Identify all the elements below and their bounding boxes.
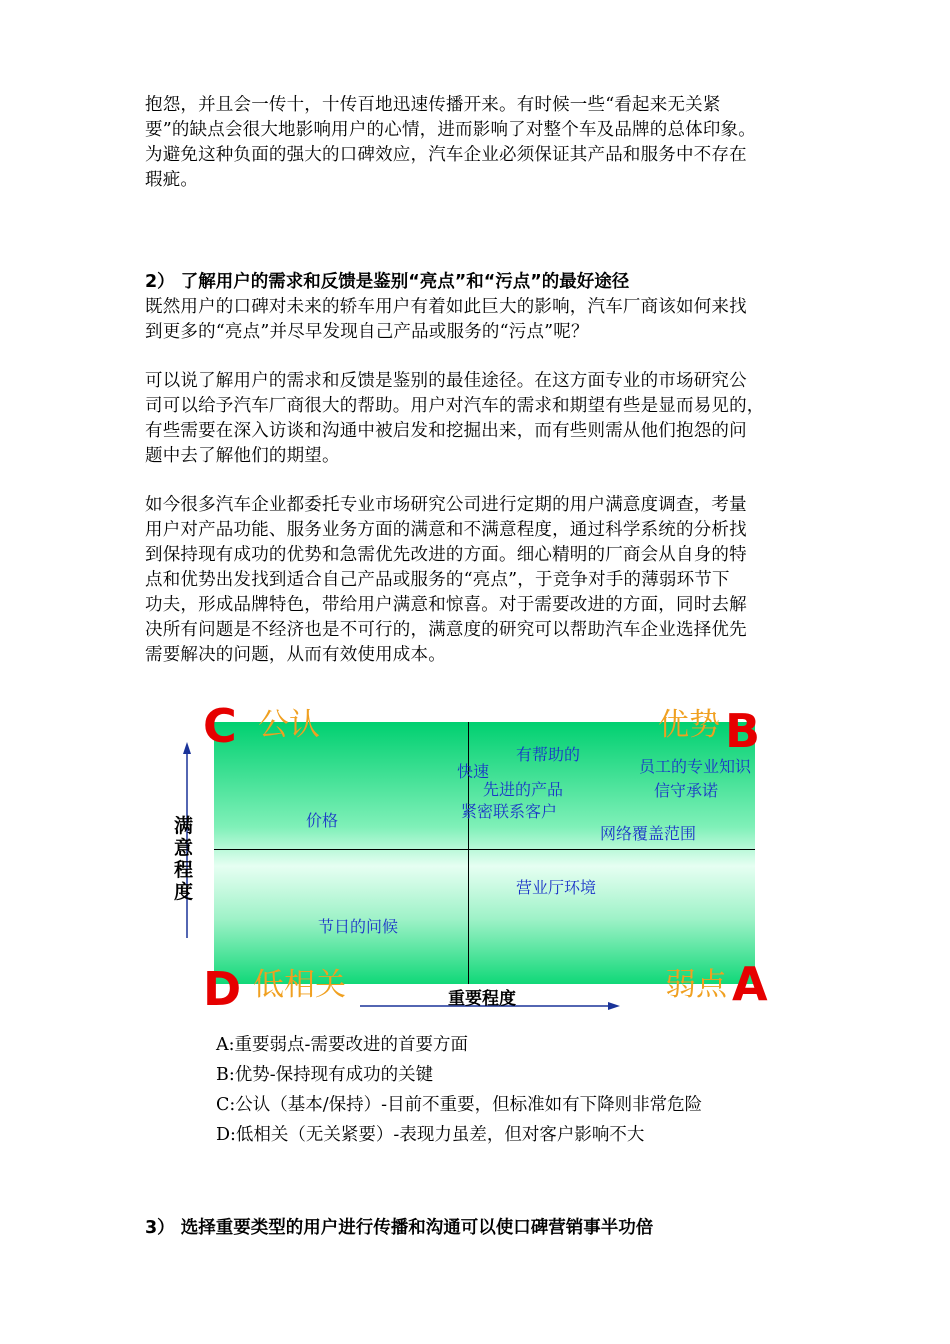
intro-paragraph — [145, 93, 825, 193]
legend-item-b: B:优势-保持现有成功的关键 — [216, 1065, 434, 1085]
corner-letter-b: B — [725, 704, 761, 758]
text-line: 点和优势出发找到适合自己产品或服务的“亮点”，于竞争对手的薄弱环节下 — [145, 570, 730, 590]
y-axis-char: 度 — [174, 881, 194, 903]
text-line: 功夫，形成品牌特色，带给用户满意和惊喜。对于需要改进的方面，同时去解 — [145, 595, 747, 615]
section2-paragraph-1 — [145, 295, 825, 345]
text-line: 可以说了解用户的需求和反馈是鉴别的最佳途径。在这方面专业的市场研究公 — [145, 371, 747, 391]
corner-letter-d: D — [203, 962, 242, 1016]
section2-paragraph-3 — [145, 493, 825, 668]
corner-name-d: 低相关 — [253, 967, 346, 1003]
legend-item-a: A:重要弱点-需要改进的首要方面 — [216, 1035, 468, 1055]
text-line: 用户对产品功能、服务业务方面的满意和不满意程度，通过科学系统的分析找 — [145, 520, 747, 540]
x-axis-label: 重要程度 — [448, 989, 516, 1009]
item-helpful: 有帮助的 — [516, 745, 581, 764]
section2-paragraph-2 — [145, 369, 825, 469]
text-line: 需要解决的问题，从而有效使用成本。 — [145, 645, 446, 665]
text-line: 为避免这种负面的强大的口碑效应，汽车企业必须保证其产品和服务中不存在 — [145, 145, 747, 165]
text-line: 有些需要在深入访谈和沟通中被启发和挖掘出来，而有些则需从他们抱怨的问 — [145, 421, 747, 441]
y-axis-label — [174, 815, 196, 903]
y-axis-char: 程 — [174, 859, 194, 881]
item-hall-env: 营业厅环境 — [516, 878, 597, 897]
section3-heading: 3） 选择重要类型的用户进行传播和沟通可以使口碑营销事半功倍 — [145, 1218, 654, 1238]
legend-item-d: D:低相关（无关紧要）-表现力虽差，但对客户影响不大 — [216, 1125, 645, 1145]
item-close-contact: 紧密联系客户 — [461, 802, 558, 821]
corner-name-a: 弱点 — [665, 967, 727, 1003]
text-line: 抱怨，并且会一传十，十传百地迅速传播开来。有时候一些“看起来无关紧 — [145, 95, 721, 115]
corner-name-c: 公认 — [258, 707, 320, 743]
importance-satisfaction-matrix — [170, 700, 790, 1020]
corner-letter-a: A — [732, 957, 768, 1011]
text-line: 决所有问题是不经济也是不可行的，满意度的研究可以帮助汽车企业选择优先 — [145, 620, 747, 640]
y-axis-char: 满 — [174, 815, 194, 837]
text-line: 既然用户的口碑对未来的轿车用户有着如此巨大的影响，汽车厂商该如何来找 — [145, 297, 747, 317]
text-line: 瑕疵。 — [145, 170, 199, 190]
item-holiday-greeting: 节日的问候 — [318, 917, 399, 936]
item-keep-promise: 信守承诺 — [654, 781, 719, 800]
item-fast: 快速 — [457, 762, 490, 781]
section2-heading: 2） 了解用户的需求和反馈是鉴别“亮点”和“污点”的最好途径 — [145, 272, 630, 292]
diagram-legend — [216, 1030, 702, 1150]
item-advanced-product: 先进的产品 — [483, 780, 564, 799]
item-staff-knowledge: 员工的专业知识 — [639, 757, 752, 776]
item-price: 价格 — [306, 811, 339, 830]
y-axis-char: 意 — [174, 837, 194, 859]
text-line: 如今很多汽车企业都委托专业市场研究公司进行定期的用户满意度调查，考量 — [145, 495, 747, 515]
text-line: 题中去了解他们的期望。 — [145, 446, 340, 466]
text-line: 要”的缺点会很大地影响用户的心情，进而影响了对整个车及品牌的总体印象。 — [145, 120, 756, 140]
legend-item-c: C:公认（基本/保持）-目前不重要，但标准如有下降则非常危险 — [216, 1095, 703, 1115]
text-line: 司可以给予汽车厂商很大的帮助。用户对汽车的需求和期望有些是显而易见的， — [145, 396, 765, 416]
corner-letter-c: C — [203, 699, 237, 753]
corner-name-b: 优势 — [658, 707, 720, 743]
text-line: 到更多的“亮点”并尽早发现自己产品或服务的“污点”呢？ — [145, 322, 589, 342]
text-line: 到保持现有成功的优势和急需优先改进的方面。细心精明的厂商会从自身的特 — [145, 545, 747, 565]
item-network: 网络覆盖范围 — [600, 824, 697, 843]
